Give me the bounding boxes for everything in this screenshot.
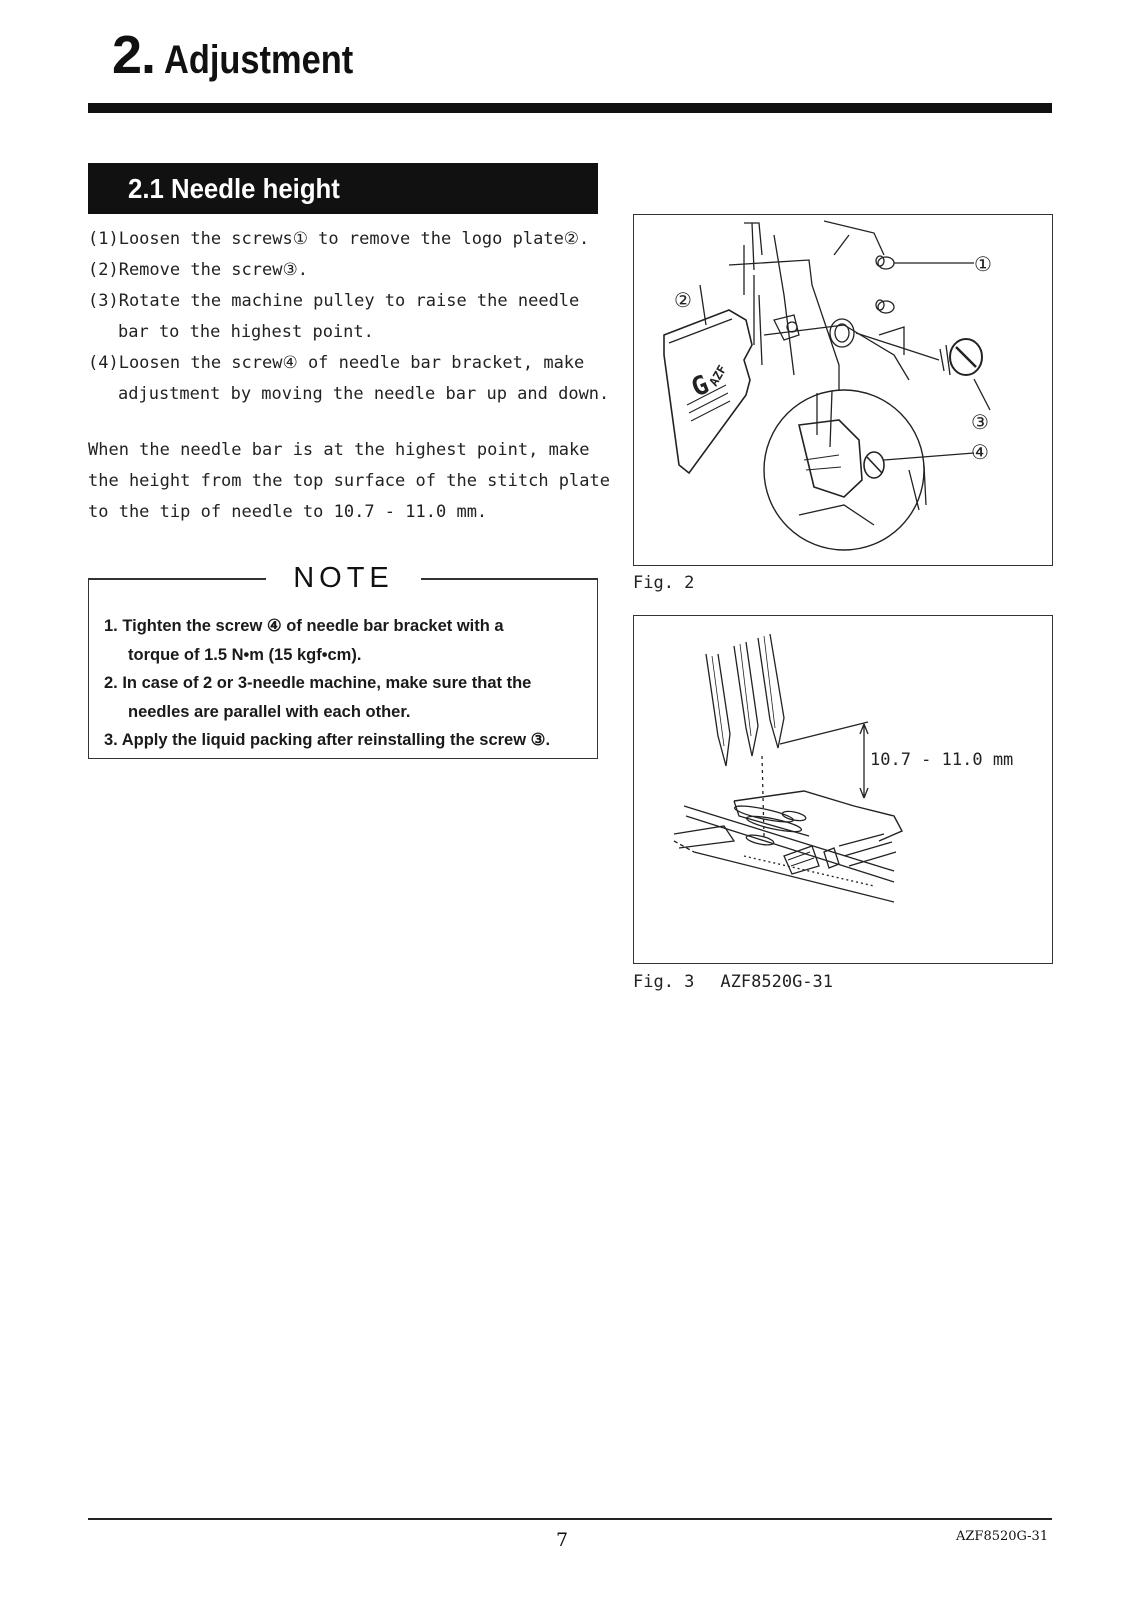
logo-letter: G bbox=[687, 369, 714, 404]
note-line: 3. Apply the liquid packing after reinstalling the screw ③. bbox=[104, 731, 551, 749]
body-paragraph bbox=[88, 435, 608, 528]
page-number: 7 bbox=[556, 1529, 569, 1551]
section-heading bbox=[88, 163, 598, 214]
step-line: (3)Rotate the machine pulley to raise the needle bbox=[88, 291, 580, 311]
footer-rule bbox=[88, 1518, 1052, 1520]
logo-text: AZF bbox=[706, 362, 730, 389]
figure-3 bbox=[633, 615, 1053, 964]
note-line: needles are parallel with each other. bbox=[128, 702, 411, 721]
figure-3-model: AZF8520G-31 bbox=[720, 972, 834, 992]
callout-1: ① bbox=[974, 252, 992, 276]
chapter-dot: . bbox=[141, 25, 157, 85]
paragraph-line: When the needle bar is at the highest point, make bbox=[88, 440, 590, 460]
step-item bbox=[88, 224, 608, 255]
step-line: (1)Loosen the screws① to remove the logo plate②. bbox=[88, 229, 590, 249]
figure-3-caption bbox=[633, 972, 833, 992]
note-title: NOTE bbox=[293, 562, 394, 594]
note-item bbox=[104, 612, 588, 669]
figure-2-caption: Fig. 2 bbox=[633, 573, 695, 593]
callout-3: ③ bbox=[971, 410, 989, 434]
needle-height-illustration bbox=[634, 616, 1051, 962]
step-line: (4)Loosen the screw④ of needle bar bracket, make bbox=[88, 353, 585, 373]
step-line: adjustment by moving the needle bar up and down. bbox=[118, 384, 610, 404]
callout-4: ④ bbox=[971, 440, 989, 464]
instruction-steps bbox=[88, 224, 608, 410]
note-line: 2. In case of 2 or 3-needle machine, make sure that the bbox=[104, 674, 532, 692]
step-line: bar to the highest point. bbox=[118, 322, 374, 342]
chapter-number: 2 bbox=[112, 25, 142, 85]
note-line: 1. Tighten the screw ④ of needle bar bracket with a bbox=[104, 617, 504, 635]
dimension-label: 10.7 - 11.0 mm bbox=[870, 750, 1014, 770]
step-line: (2)Remove the screw③. bbox=[88, 260, 308, 280]
document-code: AZF8520G-31 bbox=[956, 1529, 1049, 1544]
paragraph-line: the height from the top surface of the stitch plate bbox=[88, 471, 610, 491]
callout-2: ② bbox=[674, 288, 692, 312]
section-title: 2.1 Needle height bbox=[128, 173, 340, 204]
needle-bar-assembly-illustration bbox=[634, 215, 1051, 564]
figure-2 bbox=[633, 214, 1053, 566]
note-list bbox=[104, 612, 588, 755]
note-item bbox=[104, 726, 588, 755]
chapter-rule bbox=[88, 103, 1052, 113]
paragraph-line: to the tip of needle to 10.7 - 11.0 mm. bbox=[88, 502, 488, 522]
step-item bbox=[88, 348, 608, 410]
step-item bbox=[88, 286, 608, 348]
step-item bbox=[88, 255, 608, 286]
note-border-left bbox=[88, 578, 266, 580]
chapter-heading bbox=[112, 24, 384, 104]
note-line: torque of 1.5 N•m (15 kgf•cm). bbox=[128, 645, 362, 664]
note-border-right bbox=[421, 578, 598, 580]
note-item bbox=[104, 669, 588, 726]
figure-3-label: Fig. 3 bbox=[633, 972, 695, 992]
chapter-title: Adjustment bbox=[164, 38, 354, 82]
